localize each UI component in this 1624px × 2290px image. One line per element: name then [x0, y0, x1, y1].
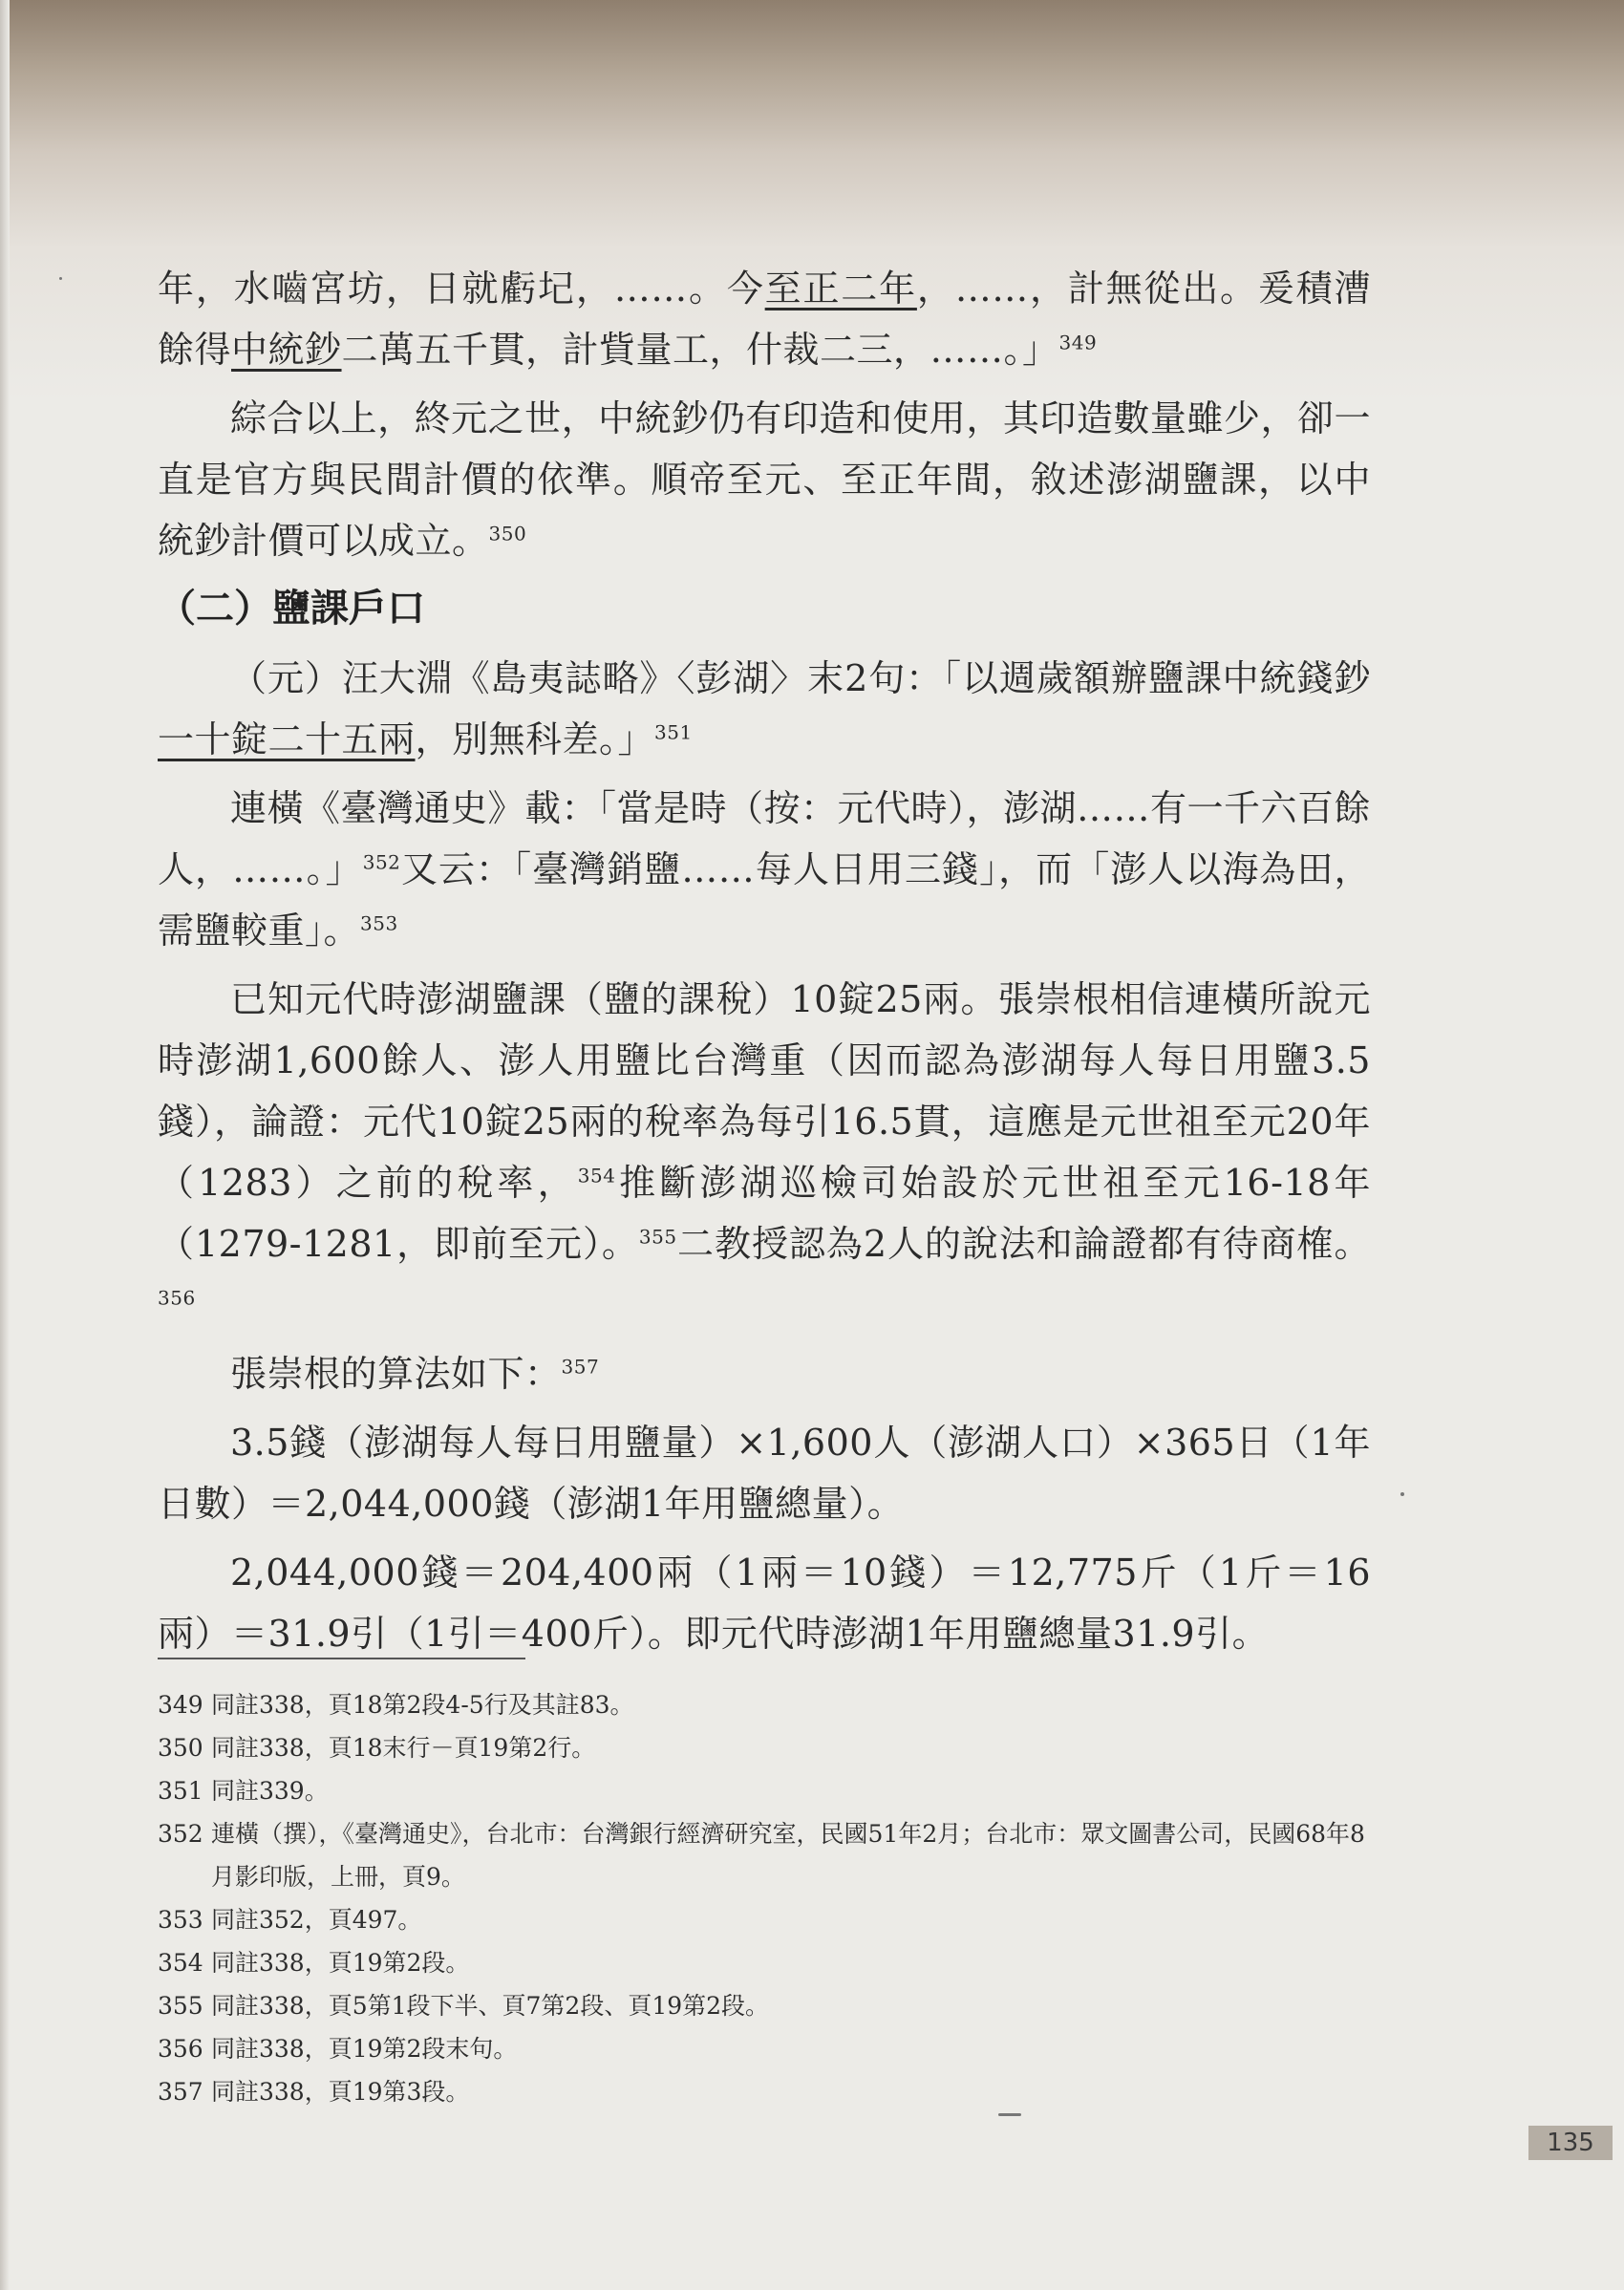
body-paragraph: [158, 648, 1371, 770]
text-run: 年，水嚙宮坊，日就虧圮，……。今: [158, 268, 765, 310]
page-number: 135: [1528, 2126, 1613, 2160]
text-run: 2,044,000錢＝204,400兩（1兩＝10錢）＝12,775斤（1斤＝16兩）＝31.9引（1引＝400斤）。即元代時澎湖1年用鹽總量31.9引。: [158, 1552, 1371, 1655]
text-run: 綜合以上，終元之世，中統鈔仍有印造和使用，其印造數量雖少，卻一直是官方與民間計價的依準。順帝至元、至正年間，敘述澎湖鹽課，以中統鈔計價可以成立。: [158, 397, 1371, 562]
footnote-item: [158, 1941, 1371, 1984]
underlined-text: 一十錠二十五兩: [158, 718, 416, 760]
footnote-ref: 353: [360, 911, 398, 935]
body-paragraph: [158, 1412, 1371, 1534]
footnotes: [158, 1683, 1371, 2113]
footnote-separator: [158, 1658, 525, 1659]
footnote-item: [158, 1769, 1371, 1812]
footnote-number: 352: [158, 1820, 203, 1848]
footnote-item: [158, 1898, 1371, 1941]
footnote-text: 同註338，頁18第2段4-5行及其註83。: [211, 1691, 634, 1719]
footnote-number: 356: [158, 2035, 203, 2063]
body-paragraph: [158, 388, 1371, 571]
footnote-number: 349: [158, 1691, 203, 1719]
footnote-number: 354: [158, 1949, 203, 1977]
scan-speck: [59, 277, 62, 280]
footnote-ref: 351: [654, 720, 693, 744]
footnote-text: 同註338，頁19第3段。: [211, 2078, 470, 2106]
page-left-edge: [0, 0, 10, 2290]
footnote-ref: 350: [488, 522, 527, 546]
footnote-text: 同註352，頁497。: [211, 1906, 422, 1934]
footnote-number: 355: [158, 1992, 203, 2020]
footnote-number: 350: [158, 1734, 203, 1762]
footnote-item: [158, 1812, 1371, 1898]
underlined-text: 至正二年: [764, 268, 917, 310]
text-run: 已知元代時澎湖鹽課（鹽的課稅）10錠25兩。張崇根相信連橫所說元時澎湖1,600餘人、澎人用鹽比台灣重（因而認為澎湖每人每日用鹽3.5錢），論證：元代10錠25兩的稅率為每引16.5貫，這應是元世祖至元20年（1283）之前的稅率，: [158, 978, 1371, 1204]
footnote-text: 同註338，頁19第2段。: [211, 1949, 470, 1977]
footnote-ref: 357: [561, 1355, 600, 1379]
footnote-item: [158, 1726, 1371, 1769]
footnote-ref: 352: [362, 850, 401, 874]
underlined-text: 中統鈔: [231, 329, 342, 371]
footnote-item: [158, 1683, 1371, 1726]
text-run: ，……，計無從出。爰積漕餘得: [158, 268, 1371, 371]
footnote-item: [158, 2027, 1371, 2070]
footnote-number: 353: [158, 1906, 203, 1934]
text-run: 二教授認為2人的說法和論證都有待商榷。: [676, 1223, 1371, 1265]
footnote-text: 連橫（撰），《臺灣通史》，台北市：台灣銀行經濟研究室，民國51年2月；台北市：眾文圖書公司，民國68年8月影印版，上冊，頁9。: [211, 1820, 1365, 1891]
text-run: 又云：「臺灣銷鹽……每人日用三錢」，而「澎人以海為田，需鹽較重」。: [158, 848, 1371, 952]
footnote-text: 同註339。: [211, 1777, 329, 1805]
footnote-number: 357: [158, 2078, 203, 2106]
footnote-ref: 349: [1058, 331, 1098, 354]
scan-speck: [1400, 1492, 1404, 1496]
footnote-ref: 356: [158, 1286, 196, 1310]
text-run: ，別無科差。」: [415, 718, 655, 760]
text-run: 張崇根的算法如下：: [230, 1353, 562, 1395]
section-heading: （二）鹽課戶口: [158, 587, 425, 631]
footnote-item: [158, 1984, 1371, 2027]
footnote-text: 同註338，頁18末行－頁19第2行。: [211, 1734, 596, 1762]
footnote-text: 同註338，頁5第1段下半、頁7第2段、頁19第2段。: [211, 1992, 770, 2020]
text-run: 連橫《臺灣通史》載：「當是時（按：元代時），澎湖……有一千六百餘人，……。」: [158, 787, 1372, 890]
text-run: 3.5錢（澎湖每人每日用鹽量）×1,600人（澎湖人口）×365日（1年日數）＝2,044,000錢（澎湖1年用鹽總量）。: [158, 1422, 1371, 1525]
body-paragraph: [158, 1343, 1371, 1404]
footnote-text: 同註338，頁19第2段末句。: [211, 2035, 518, 2063]
body-paragraph: [158, 778, 1371, 961]
footnote-ref: 354: [577, 1164, 616, 1188]
body-paragraph: [158, 1542, 1371, 1664]
scan-speck: [998, 2113, 1021, 2116]
body-paragraph: [158, 258, 1371, 380]
footnote-number: 351: [158, 1777, 203, 1805]
text-run: （元）汪大淵《島夷誌略》〈彭湖〉末2句：「以週歲額辦鹽課中統錢鈔: [230, 657, 1371, 699]
text-run: 二萬五千貫，計貲量工，什裁二三，……。」: [341, 329, 1059, 371]
text-run: 推斷澎湖巡檢司始設於元世祖至元16-18年（1279-1281，即前至元）。: [158, 1162, 1371, 1265]
body-paragraph: [158, 969, 1371, 1336]
footnote-item: [158, 2070, 1371, 2113]
footnote-ref: 355: [638, 1225, 677, 1249]
body-text: [158, 258, 1371, 1672]
